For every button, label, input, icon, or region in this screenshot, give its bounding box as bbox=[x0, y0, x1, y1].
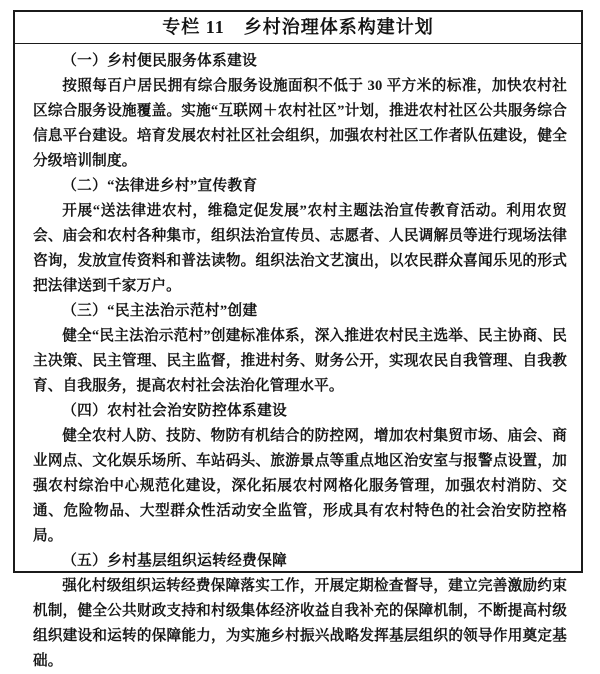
section-heading: （五）乡村基层组织运转经费保障 bbox=[62, 553, 288, 569]
section-paragraph: 开展“送法律进农村，维稳定促发展”农村主题法治宣传教育活动。利用农贸会、庙会和农村各种集市，组织法治宣传员、志愿者、人民调解员等进行现场法律咨询，发放宣传资料和普法读物。组织法治文艺演出，以农民群众喜闻乐见的形式把法律送到千家万户。 bbox=[33, 203, 567, 294]
section-heading: （二）“法律进乡村”宣传教育 bbox=[62, 178, 258, 194]
section-paragraph: 按照每百户居民拥有综合服务设施面积不低于 30 平方米的标准，加快农村社区综合服务设施覆盖。实施“互联网＋农村社区”计划，推进农村社区公共服务综合信息平台建设。培育发展农村社区社会组织，加强农村社区工作者队伍建设，健全分级培训制度。 bbox=[33, 78, 567, 169]
section-paragraph: 健全农村人防、技防、物防有机结合的防控网，增加农村集贸市场、庙会、商业网点、文化娱乐场所、车站码头、旅游景点等重点地区治安室与报警点设置，加强农村综治中心规范化建设，深化拓展农村网格化服务管理，加强农村消防、交通、危险物品、大型群众性活动安全监管，形成具有农村特色的社会治安防控格局。 bbox=[33, 428, 567, 544]
section-heading: （一）乡村便民服务体系建设 bbox=[62, 53, 258, 69]
panel-body bbox=[15, 44, 581, 674]
panel-title: 专栏 11 乡村治理体系构建计划 bbox=[15, 12, 581, 44]
section-paragraph: 强化村级组织运转经费保障落实工作，开展定期检查督导，建立完善激励约束机制，健全公共财政支持和村级集体经济收益自我补充的保障机制，不断提高村级组织建设和运转的保障能力，为实施乡村振兴战略发挥基层组织的领导作用奠定基础。 bbox=[33, 578, 567, 669]
section-heading: （三）“民主法治示范村”创建 bbox=[62, 303, 258, 319]
section-paragraph: 健全“民主法治示范村”创建标准体系，深入推进农村民主选举、民主协商、民主决策、民主管理、民主监督，推进村务、财务公开，实现农民自我管理、自我教育、自我服务，提高农村社会法治化管理水平。 bbox=[33, 328, 567, 394]
column-panel bbox=[13, 10, 583, 669]
section-heading: （四）农村社会治安防控体系建设 bbox=[62, 403, 288, 419]
